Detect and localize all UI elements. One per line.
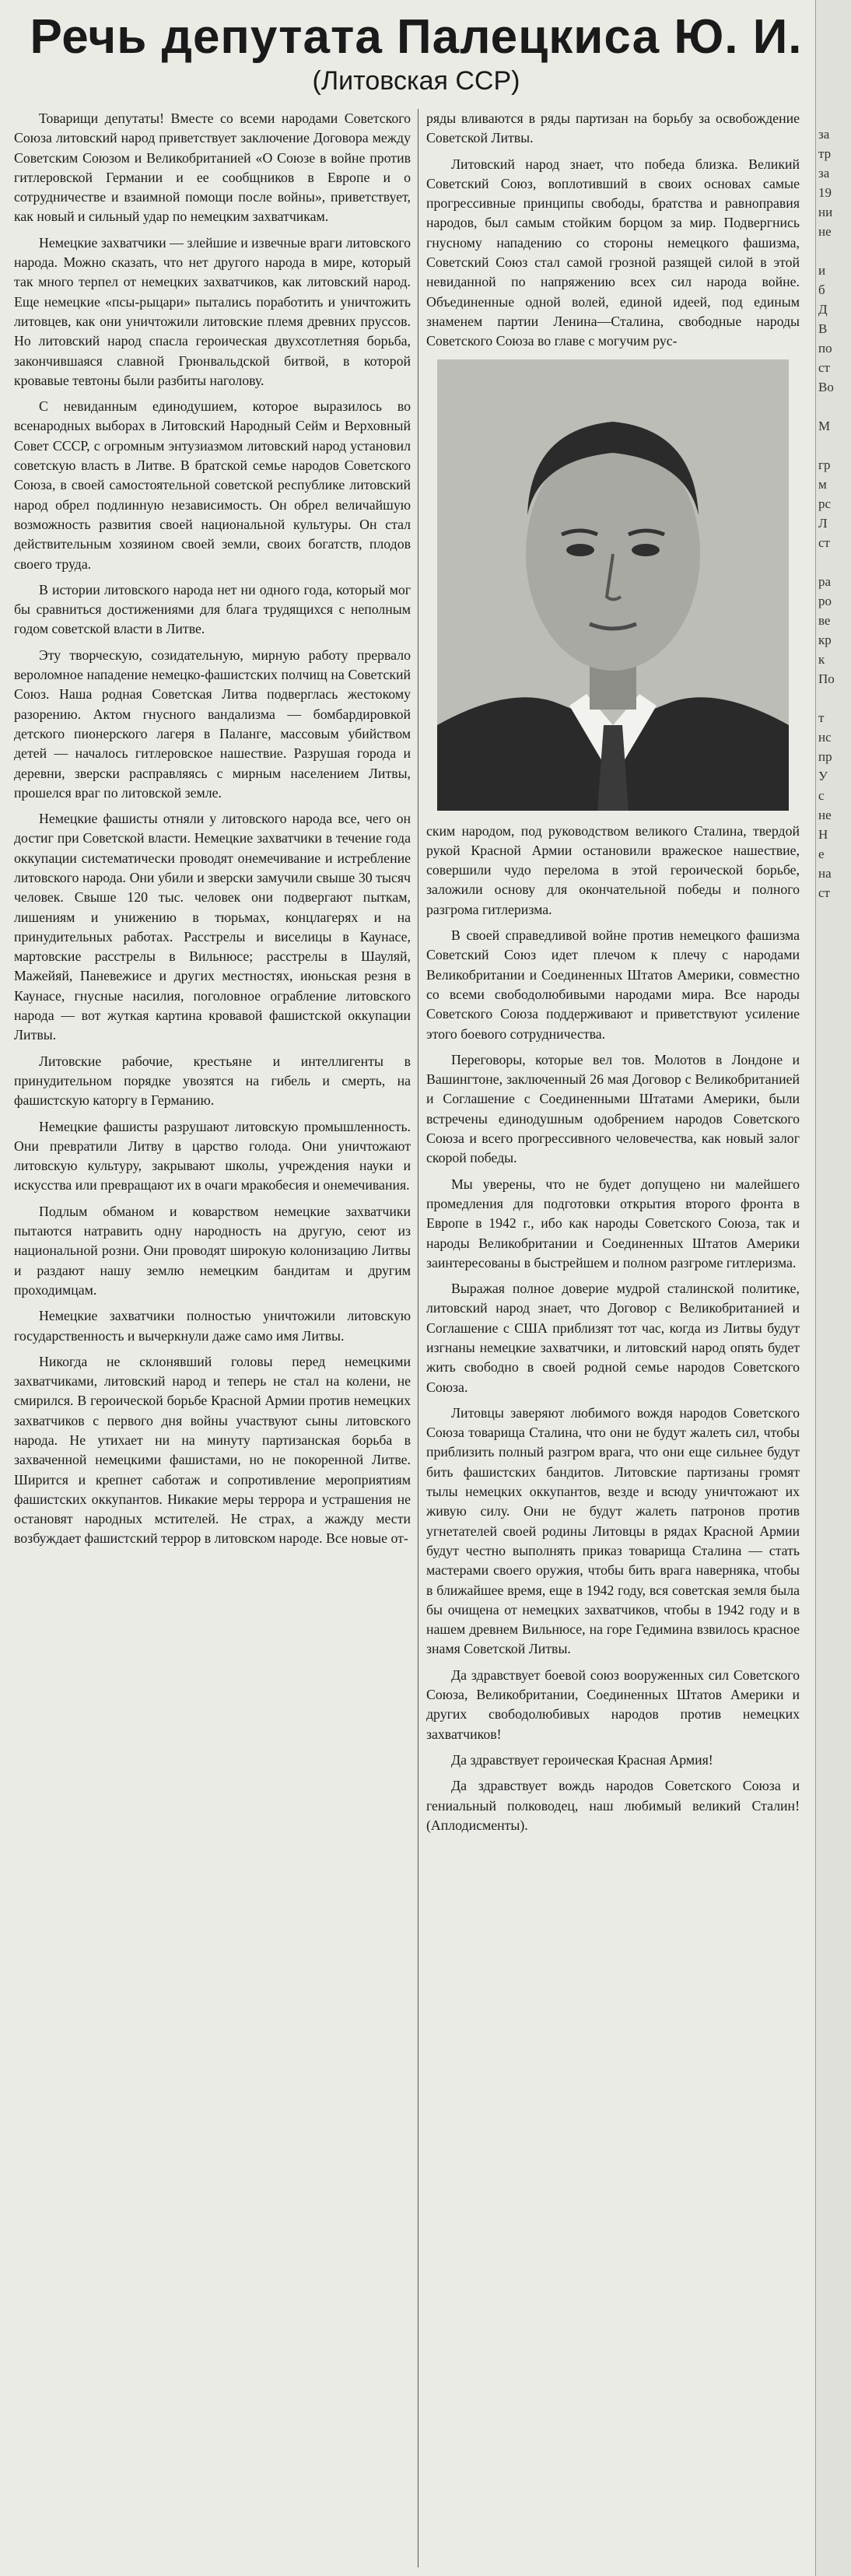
paragraph: Выражая полное доверие мудрой сталинской политике, литовский народ знает, что Договор с Великобританией и Соглашение с США приблизят тот час, когда из Литвы будут изгнаны немецкие захватчики, и литовский народ опять будет жить свободно в своей родной семье народов Советского Союза.: [426, 1281, 800, 1395]
portrait-image: [437, 359, 789, 811]
paragraph: Немецкие фашисты отняли у литовского народа все, чего он достиг при Советской власти. Немецкие захватчики в течение года оккупации систематически проводят онемечивание и истребление литовского народа. Они убили и зверски замучили свыше 30 тысяч человек. Свыше 120 тыс. человек они подвергают пыткам, лишениям и унижению в тюрьмах, концлагерях и на принудительных работах. Расстрелы и виселицы в Каунасе, мартовские расстрелы в Вильнюсе; расстрелы в Шауляй, Мажейяй, Паневежисе и других местностях, июньская резня в Каунасе, гнусные насилия, поголовное ограбление литовского народа — вот жуткая картина кровавой фашистской оккупации Литвы.: [14, 811, 411, 1043]
paragraph: Литовцы заверяют любимого вождя народов Советского Союза товарища Сталина, что они не будут жалеть сил, чтобы приблизить полный разгром врага, что они еще сильнее будут бить фашистских бандитов. Литовские партизаны громят тылы немецких оккупантов, везде и всюду уничтожают их живую силу. Они не будут жалеть патронов против угнетателей своей родины Литовцы в рядах Красной Армии будут честно выполнять приказ товарища Сталина — стать мастерами своего оружия, чтобы бить врага наверняка, чтобы в ближайшее время, еще в 1942 году, вся советская земля была бы очищена от немецких захватчиков, чтобы в 1942 году и в нашем древнем Вильнюсе, на горе Гедимина взвилось красное знамя Советской Литвы.: [426, 1404, 800, 1657]
paragraph: Товарищи депутаты! Вместе со всеми народами Советского Союза литовский народ приветствует заключение Договора между Советским Союзом и Великобританией «О Союзе в войне против гитлеровской Германии и ее сообщников в Европе и о сотрудничестве и взаимной помощи после войны», приветствует, как новый и сильный удар по немецким захватчикам.: [14, 110, 411, 225]
paragraph: Никогда не склонявший головы перед немецкими захватчиками, литовский народ и теперь не стал на колени, не смирился. В героической борьбе Красной Армии против немецких захватчиков с первого дня войны участвуют сыны литовского народа. Не утихает ни на минуту партизанская борьба в захваченной немецкими фашистами, но не покоренной Литве. Ширится и крепнет саботаж и сопротивление мероприятиям фашистских оккупантов. Никакие меры террора и устрашения не остановят народных мстителей. Не страх, а жажду мести возбуждает фашистский террор в литовском народе. Все новые от-: [14, 1353, 411, 1547]
paragraph: В своей справедливой войне против немецкого фашизма Советский Союз идет плечом к плечу с народами Великобритании и Соединенных Штатов Америки, совместно со всеми свободолюбивыми народами мира. Все народы Советского Союза поддерживают и приветствуют усиление этого боевого сотрудничества.: [426, 927, 800, 1042]
paragraph: Мы уверены, что не будет допущено ни малейшего промедления для подготовки открытия второго фронта в Европе в 1942 г., ибо как народы Советского Союза, так и народы Великобритании и Соединенных Штатов Америки заинтересованы в быстрейшем и полном разгроме гитлеризма.: [426, 1176, 800, 1270]
paragraph: Переговоры, которые вел тов. Молотов в Лондоне и Вашингтоне, заключенный 26 мая Договор с Великобританией и Соглашение с Соединенными Штатами Америки, были встречены единодушным одобрением народов Советского Союза и всего прогрессивного человечества, как новый залог скорой победы.: [426, 1051, 800, 1166]
paragraph: Подлым обманом и коварством немецкие захватчики пытаются натравить одну народность на другую, сеют из национальной розни. Они проводят широкую колонизацию Литвы и раздают нашу землю немецким бандитам и другим проходимцам.: [14, 1203, 411, 1298]
article-headline: Речь депутата Палецкиса Ю. И.: [30, 10, 803, 64]
article-subheadline: (Литовская ССР): [312, 66, 520, 96]
paragraph: Немецкие фашисты разрушают литовскую промышленность. Они превратили Литву в царство голода. Они уничтожают литовскую культуру, закрывают школы, учреждения науки и искусства или превращают их в очаги мракобесия и онемечивания.: [14, 1118, 411, 1193]
portrait-photo: [437, 359, 789, 811]
left-column: [14, 109, 411, 2576]
paragraph: Да здравствует боевой союз вооруженных сил Советского Союза, Великобритании, Соединенных Штатов Америки и других свободолюбивых народов против немецких захватчиков!: [426, 1667, 800, 1742]
paragraph: В истории литовского народа нет ни одного года, который мог бы сравниться достижениями для блага трудящихся с неполным годом советской власти в Литве.: [14, 581, 411, 637]
paragraph: Литовский народ знает, что победа близка. Великий Советский Союз, воплотивший в своих основах самые прогрессивные принципы свободы, братства и равноправия народов, был самым стойким борцом за мир. Подвергнись гнусному нападению со стороны немецкого фашизма, Советский Союз стал самой грозной разящей силой в этой невиданной по напряжению всех сил народа войне. Объединенные одной волей, единой идеей, под единым знаменем партии Ленина—Сталина, свободные народы Советского Союза во главе с могучим рус-: [426, 156, 800, 349]
paragraph: ряды вливаются в ряды партизан на борьбу за освобождение Советской Литвы.: [426, 110, 800, 146]
paragraph: С невиданным единодушием, которое выразилось во всенародных выборах в Литовский Народный Сейм и Верховный Совет СССР, с огромным энтузиазмом литовский народ установил советскую власть в Литве. В братской семье народов Советского Союза, в своей самостоятельной советской республике литовский народ обрел подлинную независимость. Он обрел величайшую возможность развития своей национальной культуры. Он стал действительным хозяином своей земли, своих богатств, плодов своего труда.: [14, 398, 411, 572]
paragraph: Да здравствует героическая Красная Армия!: [451, 1751, 713, 1768]
paragraph: Эту творческую, созидательную, мирную работу прервало вероломное нападение немецко-фашистских полчищ на Советский Союз. Наша родная Советская Литва подверглась жестокому разорению. Актом гнусного вандализма — бомбардировкой детского пионерского лагеря в Паланге, массовым убийством детей — началось гитлеровское нашествие. Разрушая города и деревни, зверски расправляясь с мирным населением Литвы, прошелся враг по литовской земле.: [14, 647, 411, 801]
paragraph: Да здравствует вождь народов Советского Союза и гениальный полководец, наш любимый великий Сталин! (Аплодисменты).: [426, 1778, 800, 1833]
paragraph: Немецкие захватчики полностью уничтожили литовскую государственность и вычеркнули даже само имя Литвы.: [14, 1308, 411, 1344]
paragraph: ским народом, под руководством великого Сталина, твердой рукой Красной Армии остановили вражеское нашествие, совершили чудо перелома в этой героической борьбе, заложили основу для окончательной победы и полного разгрома гитлеризма.: [426, 822, 800, 917]
paragraph: Немецкие захватчики — злейшие и извечные враги литовского народа. Можно сказать, что нет другого народа в мире, который так много терпел от немецких захватчиков, как литовский народ. Еще немецкие «псы-рыцари» пытались поработить и уничтожить литовцев, как они уничтожили литовские племя древних пруссов. Но литовский народ спасла героическая двухсотлетняя борьба, закончившаяся славной Грюнвальдской битвой, в которой кровавые тевтоны были разбиты наголову.: [14, 234, 411, 388]
adjacent-column-fragments: за тр за 19 ни не и б Д В по ст Во М гр м рс Л ст ра ро ве кр к По т нс пр У с не Н е на ст: [818, 127, 835, 900]
right-column: [426, 109, 800, 2576]
paragraph: Литовские рабочие, крестьяне и интеллигенты в принудительном порядке увозятся на гибель и смерть, на фашистскую каторгу в Германию.: [14, 1053, 411, 1109]
